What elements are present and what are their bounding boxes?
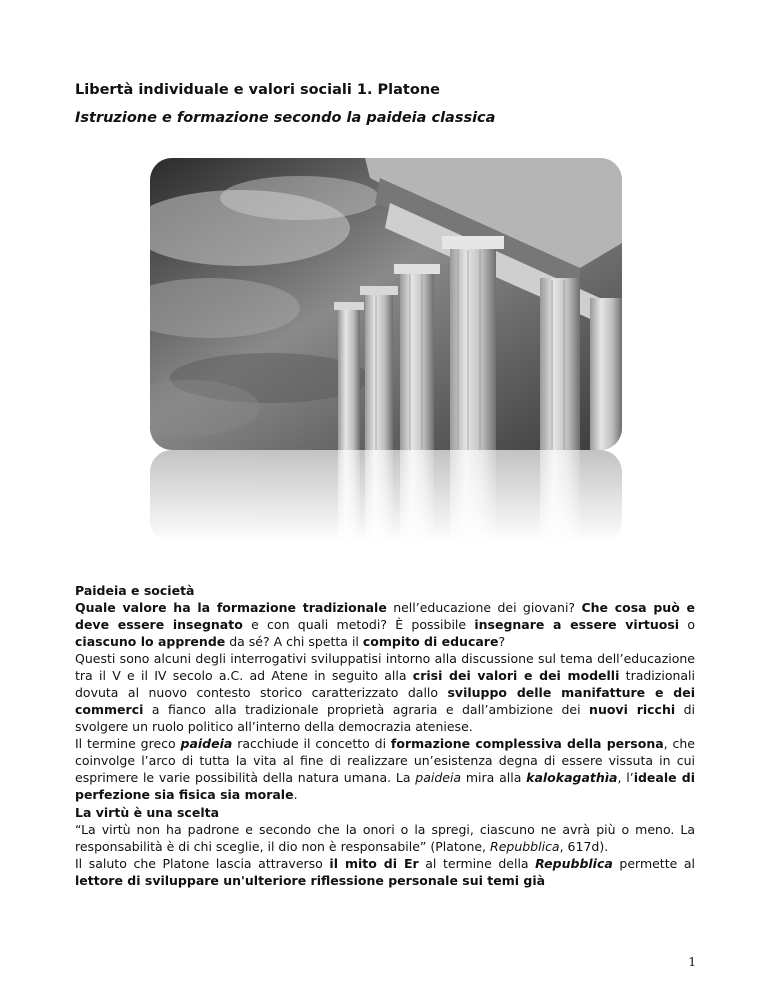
text-run: crisi dei valori e dei modelli bbox=[412, 668, 620, 683]
paragraph bbox=[75, 856, 695, 888]
text-run: permette al bbox=[612, 856, 696, 871]
text-run: kalokagathìa bbox=[526, 770, 618, 785]
text-run: “La virtù non ha padrone e secondo che la onori o la spregi, ciascuno ne avrà più o meno. La responsabilità è di chi sceglie, il dio non è responsabile” (Platone, bbox=[75, 822, 695, 854]
text-run: Quale valore ha la formazione tradizionale bbox=[75, 600, 387, 615]
text-run: formazione complessiva della persona bbox=[390, 736, 664, 751]
text-run: al termine della bbox=[418, 856, 536, 871]
text-run: da sé? A chi spetta il bbox=[225, 634, 363, 649]
text-run: Repubblica bbox=[535, 856, 613, 871]
text-run: , che coinvolge l’arco di tutta la vita al fine di realizzare un’esistenza degna di essere vissuta in cui esprimere le varie possibilità della natura umana. La bbox=[75, 736, 695, 785]
text-run: sviluppo delle manifatture e dei commerci bbox=[75, 685, 695, 717]
text-run: o bbox=[679, 617, 695, 632]
text-run: Repubblica bbox=[490, 839, 560, 854]
paragraph bbox=[75, 600, 695, 649]
text-run: . bbox=[293, 787, 298, 802]
paragraph bbox=[75, 651, 695, 734]
paragraph bbox=[75, 822, 695, 854]
text-run: nell’educazione dei giovani? bbox=[386, 600, 582, 615]
text-run: compito di educare bbox=[362, 634, 499, 649]
text-run: ideale di perfezione sia fisica sia morale bbox=[75, 770, 695, 802]
text-run: a fianco alla tradizionale proprietà agraria e dall’ambizione dei bbox=[143, 702, 590, 717]
text-run: ? bbox=[498, 634, 506, 649]
document-title: Libertà individuale e valori sociali 1. Platone bbox=[75, 82, 440, 98]
page-number: 1 bbox=[688, 955, 696, 969]
text-run: nuovi ricchi bbox=[589, 702, 676, 717]
text-run: paideia bbox=[415, 770, 462, 785]
paragraph bbox=[75, 736, 695, 802]
temple-columns-photo bbox=[150, 158, 622, 543]
text-run: Questi sono alcuni degli interrogativi sviluppatisi intorno alla discussione sul tema dell’educazione tra il V e il IV secolo a.C. ad Atene in seguito alla bbox=[75, 651, 695, 683]
text-run: il mito di Er bbox=[329, 856, 419, 871]
text-run: di svolgere un ruolo politico all’interno della democrazia ateniese. bbox=[75, 702, 696, 734]
section-virtu-scelta bbox=[75, 804, 695, 889]
text-run: paideia bbox=[180, 736, 233, 751]
text-run: e con quali metodi? È possibile bbox=[242, 617, 475, 632]
section-heading: La virtù è una scelta bbox=[75, 805, 220, 820]
text-run: ciascuno lo apprende bbox=[75, 634, 226, 649]
section-heading: Paideia e società bbox=[75, 583, 195, 598]
section-paideia-societa bbox=[75, 582, 695, 803]
text-run: , l’ bbox=[617, 770, 634, 785]
text-run: racchiude il concetto di bbox=[232, 736, 391, 751]
text-run: , 617d). bbox=[559, 839, 609, 854]
document-subtitle: Istruzione e formazione secondo la paideia classica bbox=[75, 110, 496, 126]
text-run: Il termine greco bbox=[75, 736, 181, 751]
text-run: tradizionali dovuta al nuovo contesto storico caratterizzato dallo bbox=[75, 668, 695, 700]
text-run: lettore di sviluppare un'ulteriore riflessione personale sui temi già bbox=[75, 873, 546, 888]
text-run: Che cosa può e deve essere insegnato bbox=[75, 600, 695, 632]
text-run: insegnare a essere virtuosi bbox=[474, 617, 680, 632]
text-run: mira alla bbox=[461, 770, 527, 785]
text-run: Il saluto che Platone lascia attraverso bbox=[75, 856, 330, 871]
